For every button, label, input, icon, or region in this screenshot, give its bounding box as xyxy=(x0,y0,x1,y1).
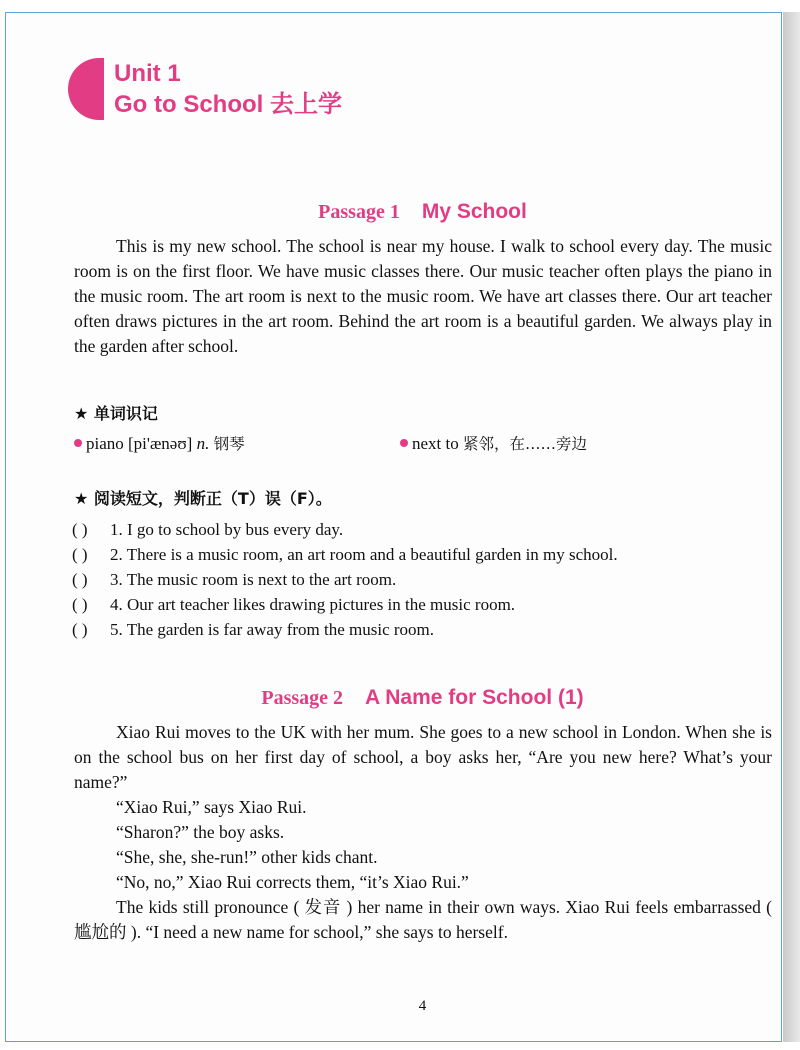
answer-blank[interactable]: ( ) xyxy=(72,545,88,564)
passage2-name: A Name for School (1) xyxy=(365,686,584,709)
passage2-label: Passage 2 xyxy=(261,687,344,709)
question-text: 4. Our art teacher likes drawing pictures in the music room. xyxy=(110,595,516,614)
vocab-pos: n. xyxy=(196,434,210,453)
vocab-list xyxy=(74,432,774,458)
vocab-meaning: 紧邻，在……旁边 xyxy=(463,435,588,453)
passage2-paragraph: The kids still pronounce ( 发音 ) her name in their own ways. Xiao Rui feels embarrassed ( 尴尬的 ). “I need a new name for school,” she says to herself. xyxy=(74,897,772,942)
passage2-paragraph: “Sharon?” the boy asks. xyxy=(116,822,285,842)
unit-title xyxy=(114,60,342,121)
passage2-paragraph: “No, no,” Xiao Rui corrects them, “it’s Xiao Rui.” xyxy=(116,872,469,892)
unit-name-cn: 去上学 xyxy=(270,90,342,118)
question-row xyxy=(72,542,772,567)
question-text: 3. The music room is next to the art room. xyxy=(110,570,397,589)
vocab-meaning: 钢琴 xyxy=(213,435,245,453)
vocab-heading: ★ 单词识记 xyxy=(74,404,158,423)
unit-name-en: Go to School xyxy=(114,91,264,118)
passage1-name: My School xyxy=(421,200,527,223)
unit-name xyxy=(114,88,342,121)
question-list xyxy=(72,517,772,642)
question-text: 1. I go to school by bus every day. xyxy=(110,520,344,539)
task-heading: ★ 阅读短文，判断正（T）误（F）。 xyxy=(74,489,332,508)
answer-blank[interactable]: ( ) xyxy=(72,620,88,639)
passage1-title xyxy=(0,200,800,224)
passage1-text: This is my new school. The school is near my house. I walk to school every day. The music room is on the first floor. We have music classes there. Our music teacher often plays the piano in the music room. The art room is next to the music room. We have art classes there. Our art teacher often draws pictures in the art room. Behind the art room is a beautiful garden. We always play in the garden after school. xyxy=(74,236,772,356)
question-row xyxy=(72,617,772,642)
vocab-word: piano [pi'ænəʊ] xyxy=(86,434,193,453)
answer-blank[interactable]: ( ) xyxy=(72,595,88,614)
page-spine-shadow xyxy=(783,12,800,1042)
question-text: 5. The garden is far away from the music room. xyxy=(110,620,435,639)
vocab-item xyxy=(400,432,587,454)
bullet-icon xyxy=(400,439,408,447)
passage2-title xyxy=(0,686,800,710)
bullet-icon xyxy=(74,439,82,447)
vocab-word: next to xyxy=(412,434,459,453)
question-row xyxy=(72,517,772,542)
passage2-paragraph: “She, she, she-run!” other kids chant. xyxy=(116,847,378,867)
page-number: 4 xyxy=(418,998,427,1014)
unit-number: Unit 1 xyxy=(114,60,181,87)
passage2-paragraph: Xiao Rui moves to the UK with her mum. She goes to a new school in London. When she is on the school bus on her first day of school, a boy asks her, “Are you new here? What’s your name?” xyxy=(74,722,772,792)
question-text: 2. There is a music room, an art room and a beautiful garden in my school. xyxy=(110,545,618,564)
question-row xyxy=(72,592,772,617)
passage2-text xyxy=(74,720,772,945)
answer-blank[interactable]: ( ) xyxy=(72,570,88,589)
answer-blank[interactable]: ( ) xyxy=(72,520,88,539)
passage1-label: Passage 1 xyxy=(318,201,400,223)
passage2-paragraph: “Xiao Rui,” says Xiao Rui. xyxy=(116,797,307,817)
vocab-item xyxy=(74,432,245,454)
question-row xyxy=(72,567,772,592)
